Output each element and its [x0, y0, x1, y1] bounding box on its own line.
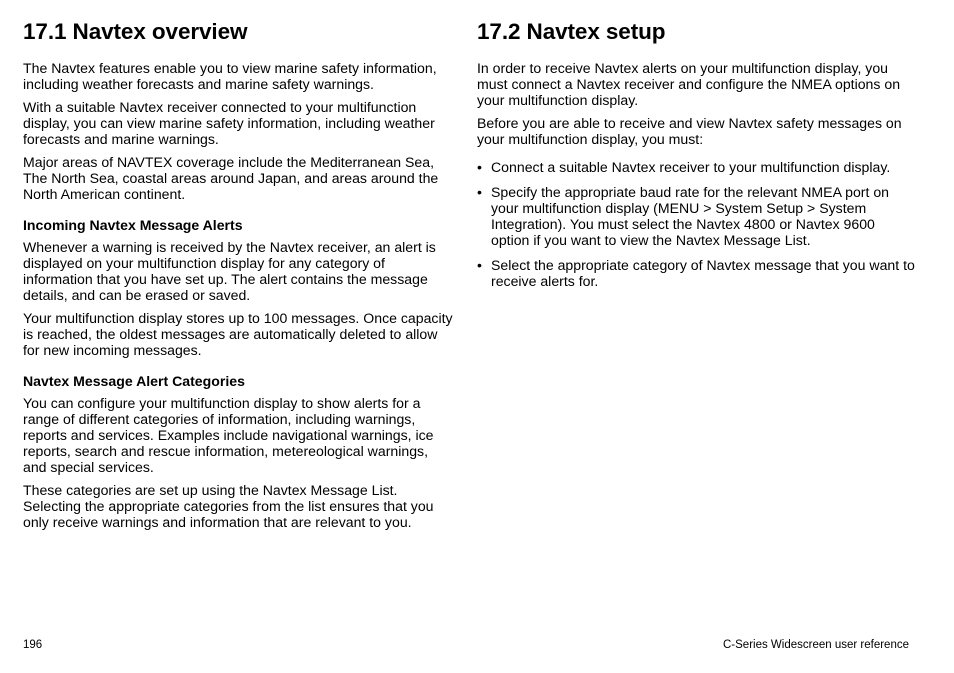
subheading-incoming-alerts: Incoming Navtex Message Alerts [23, 217, 243, 233]
bullet-icon: • [477, 184, 482, 200]
list-item [477, 257, 917, 289]
alerts-paragraph-2: Your multifunction display stores up to 100 messages. Once capacity is reached, the oldest messages are automatically deleted to allow for new incoming messages. [23, 310, 453, 358]
section-title-navtex-overview: 17.1 Navtex overview [23, 19, 248, 44]
alerts-paragraph-1: Whenever a warning is received by the Navtex receiver, an alert is displayed on your multifunction display for any category of information that you have set up. The alert contains the message details, and can be erased or saved. [23, 239, 436, 303]
list-item-text: Specify the appropriate baud rate for the relevant NMEA port on your multifunction display (MENU > System Setup > System Integration). You must select the Navtex 4800 or Navtex 9600 option if you want to view the Navtex Message List. [491, 184, 889, 248]
list-item-text: Select the appropriate category of Navtex message that you want to receive alerts for. [491, 257, 915, 289]
setup-paragraph-1: In order to receive Navtex alerts on your multifunction display, you must connect a Navtex receiver and configure the NMEA options on your multifunction display. [477, 60, 901, 108]
overview-paragraph-2: With a suitable Navtex receiver connected to your multifunction display, you can view marine safety information, including weather forecasts and marine warnings. [23, 99, 435, 147]
list-item-text: Connect a suitable Navtex receiver to your multifunction display. [491, 159, 891, 175]
setup-requirements-list [477, 159, 917, 289]
left-column [23, 18, 455, 537]
categories-paragraph-1: You can configure your multifunction display to show alerts for a range of different categories of information, including warnings, reports and services. Examples include navigational warnings, ice reports, search and rescue information, metereological warnings, and special services. [23, 395, 434, 475]
list-item [477, 184, 917, 248]
bullet-icon: • [477, 257, 482, 273]
section-title-navtex-setup: 17.2 Navtex setup [477, 19, 666, 44]
page-number: 196 [23, 639, 43, 651]
setup-paragraph-2: Before you are able to receive and view Navtex safety messages on your multifunction display, you must: [477, 115, 902, 147]
overview-paragraph-1: The Navtex features enable you to view marine safety information, including weather forecasts and marine safety warnings. [23, 60, 437, 92]
right-column [477, 18, 917, 298]
document-title: C-Series Widescreen user reference [723, 639, 909, 651]
categories-paragraph-2: These categories are set up using the Navtex Message List. Selecting the appropriate categories from the list ensures that you only receive warnings and information that are relevant to you. [23, 482, 434, 530]
bullet-icon: • [477, 159, 482, 175]
overview-paragraph-3: Major areas of NAVTEX coverage include the Mediterranean Sea, The North Sea, coastal areas around Japan, and areas around the North American continent. [23, 154, 439, 202]
list-item [477, 159, 917, 175]
subheading-alert-categories: Navtex Message Alert Categories [23, 373, 245, 389]
